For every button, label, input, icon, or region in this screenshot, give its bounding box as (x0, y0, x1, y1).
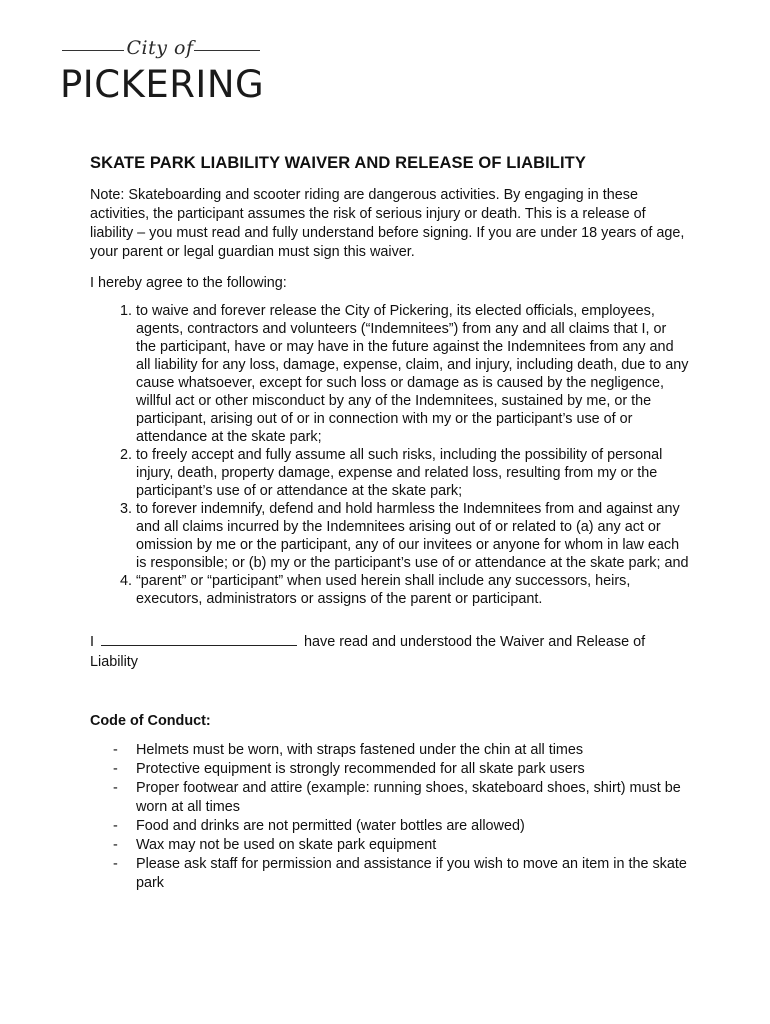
conduct-item (90, 817, 690, 836)
logo-name: PICKERING (60, 63, 265, 106)
conduct-item (90, 836, 690, 855)
agreement-term: 4. “parent” or “participant” when used herein shall include any successors, heirs, executors, administrators or assigns of the parent or participant. (136, 572, 690, 608)
signature-statement (90, 632, 690, 672)
bullet-dash: - (113, 780, 118, 796)
bullet-dash: - (113, 742, 118, 758)
conduct-item (90, 855, 690, 893)
waiver-document (90, 152, 690, 893)
signature-name-blank[interactable] (101, 632, 297, 646)
logo-rule-left (62, 50, 124, 51)
agreement-term: 2. to freely accept and fully assume all such risks, including the possibility of personal injury, death, property damage, expense and related loss, resulting from my or the participant’s use of or attendance at the skate park; (136, 446, 690, 500)
signature-prefix: I (90, 634, 94, 650)
waiver-note: Note: Skateboarding and scooter riding are dangerous activities. By engaging in these activities, the participant assumes the risk of serious injury or death. This is a release of liability – you must read and fully understand before signing. If you are under 18 years of age, your parent or legal guardian must sign this waiver. (90, 187, 685, 260)
conduct-item (90, 741, 690, 760)
bullet-dash: - (113, 818, 118, 834)
logo-city-of: City of (126, 37, 194, 59)
agreement-intro: I hereby agree to the following: (90, 275, 287, 291)
conduct-item-text: Wax may not be used on skate park equipment (136, 837, 437, 853)
conduct-item-text: Please ask staff for permission and assistance if you wish to move an item in the skate park (136, 856, 687, 891)
bullet-dash: - (113, 856, 118, 872)
bullet-dash: - (113, 837, 118, 853)
logo-rule-right (194, 50, 260, 51)
city-logo (60, 36, 265, 108)
conduct-item (90, 760, 690, 779)
code-of-conduct-list (90, 741, 690, 893)
agreement-term: 3. to forever indemnify, defend and hold harmless the Indemnitees from and against any and all claims incurred by the Indemnitees arising out of or related to (a) any act or omission by me or the participant, any of our invitees or anyone for whom in law each is responsible; or (b) my or the participant’s use of or attendance at the skate park; and (136, 500, 690, 572)
conduct-item-text: Proper footwear and attire (example: running shoes, skateboard shoes, shirt) must be worn at all times (136, 780, 681, 815)
conduct-item-text: Food and drinks are not permitted (water bottles are allowed) (136, 818, 525, 834)
conduct-item (90, 779, 690, 817)
conduct-item-text: Protective equipment is strongly recommended for all skate park users (136, 761, 585, 777)
signature-suffix: have read and understood the Waiver and Release of Liability (90, 634, 646, 670)
bullet-dash: - (113, 761, 118, 777)
agreement-term: 1. to waive and forever release the City of Pickering, its elected officials, employees, agents, contractors and volunteers (“Indemnitees”) from any and all claims that I, or the participant, have or may have in the future against the Indemnitees from any and all liability for any loss, damage, expense, claim, and injury, including death, due to any cause whatsoever, except for such loss or damage as is caused by the negligence, willful act or other misconduct by any of the Indemnitees, sustained by me, or the participant, arising out of or in connection with my or the participant’s use of or attendance at the skate park; (136, 302, 690, 446)
document-title: SKATE PARK LIABILITY WAIVER AND RELEASE OF LIABILITY (90, 154, 586, 172)
conduct-item-text: Helmets must be worn, with straps fastened under the chin at all times (136, 742, 584, 758)
agreement-terms-list (90, 302, 690, 608)
code-of-conduct-heading: Code of Conduct: (90, 713, 211, 729)
